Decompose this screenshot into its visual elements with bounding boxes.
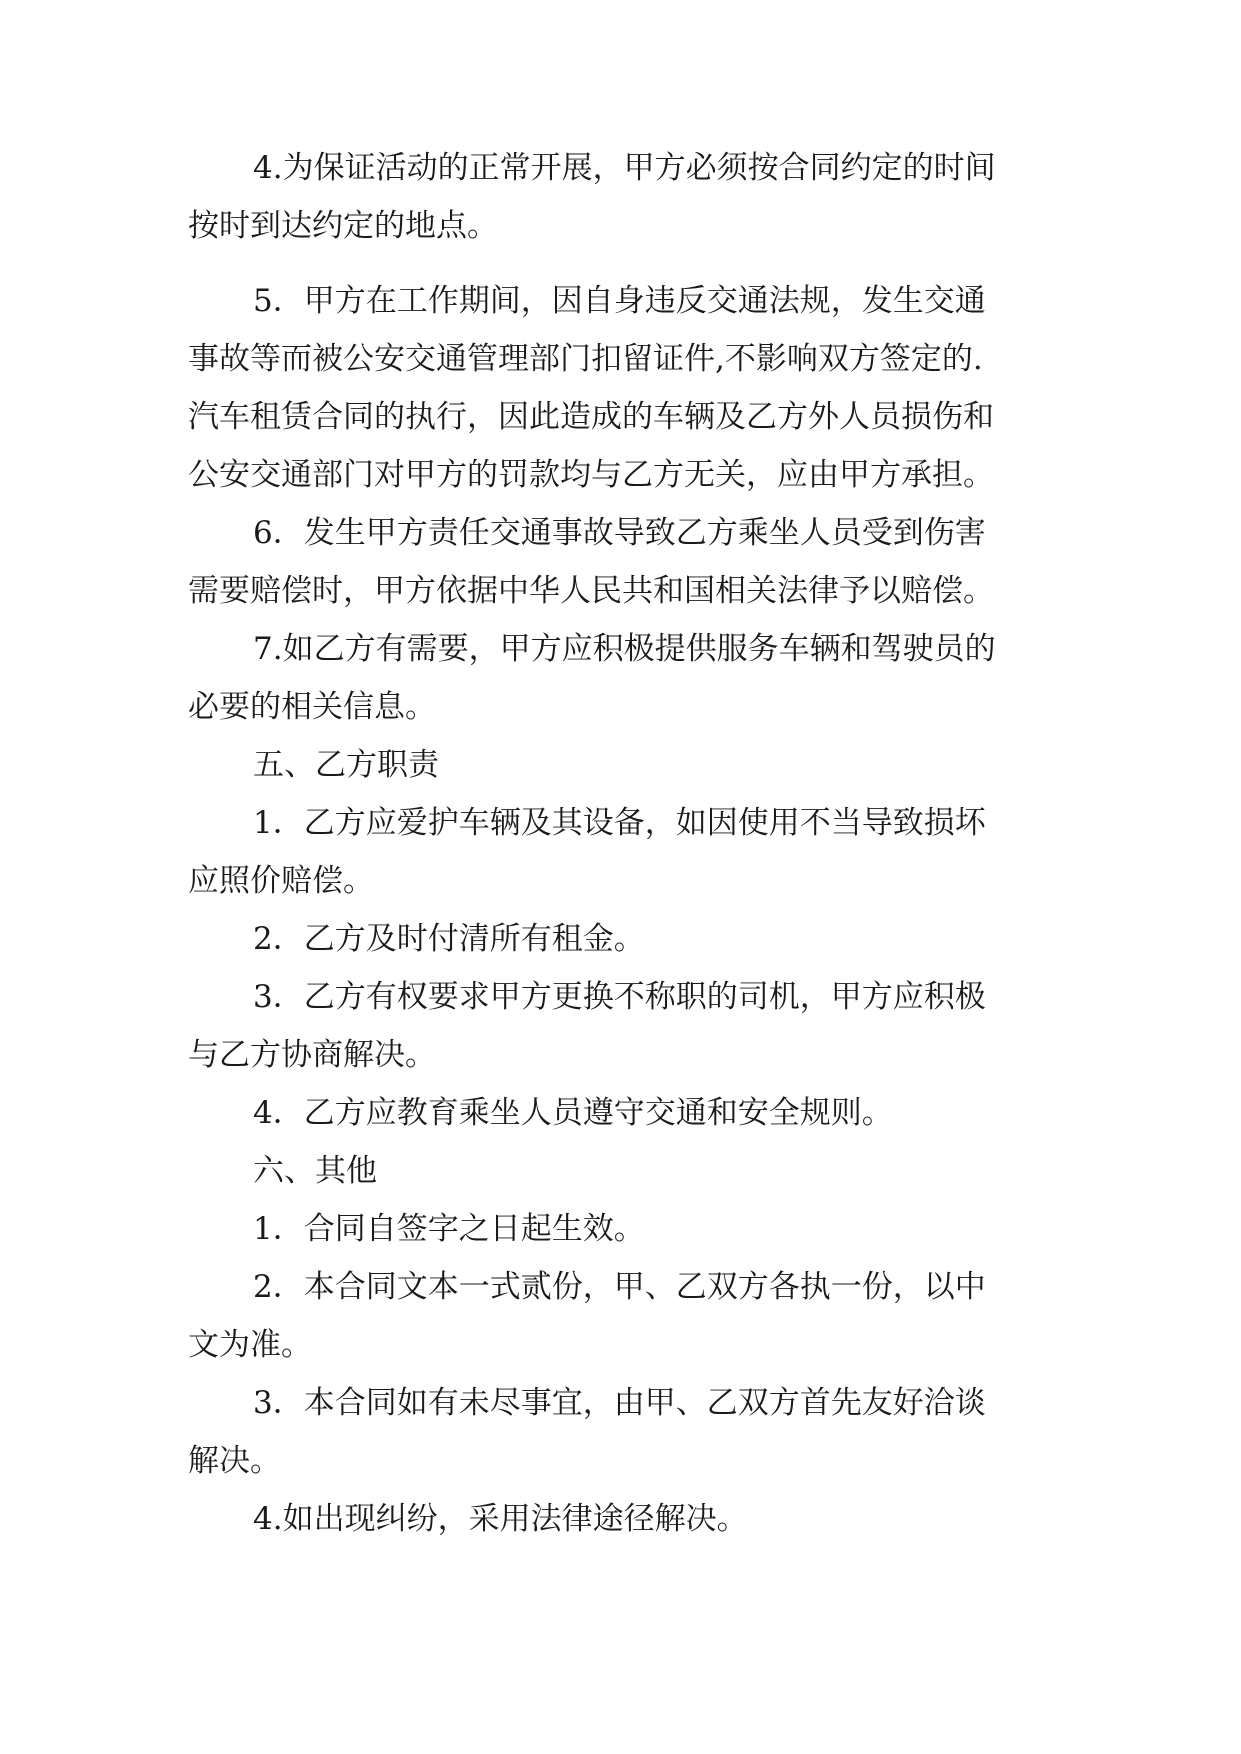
text-line: 4.如出现纠纷，采用法律途径解决。: [253, 1501, 748, 1537]
text-line: 7.如乙方有需要，甲方应积极提供服务车辆和驾驶员的: [253, 631, 996, 667]
text-line: 6．发生甲方责任交通事故导致乙方乘坐人员受到伤害: [253, 515, 986, 551]
section-heading: 五、乙方职责: [253, 747, 439, 783]
text-line: 必要的相关信息。: [188, 689, 436, 725]
text-line: 5．甲方在工作期间，因自身违反交通法规，发生交通: [253, 283, 986, 319]
text-line: 解决。: [188, 1443, 281, 1479]
text-line: 1．乙方应爱护车辆及其设备，如因使用不当导致损坏: [253, 805, 986, 841]
text-line: 汽车租赁合同的执行，因此造成的车辆及乙方外人员损伤和: [188, 399, 994, 435]
text-line: 2．乙方及时付清所有租金。: [253, 921, 645, 957]
text-line: 文为准。: [188, 1327, 312, 1363]
text-line: 按时到达约定的地点。: [188, 208, 498, 244]
section-heading: 六、其他: [253, 1153, 377, 1189]
text-line: 应照价赔偿。: [188, 863, 374, 899]
text-line: 与乙方协商解决。: [188, 1037, 436, 1073]
text-line: 3．乙方有权要求甲方更换不称职的司机，甲方应积极: [253, 979, 986, 1015]
text-line: 3．本合同如有未尽事宜，由甲、乙双方首先友好洽谈: [253, 1385, 986, 1421]
text-line: 4.为保证活动的正常开展，甲方必须按合同约定的时间: [253, 150, 996, 186]
text-line: 2．本合同文本一式贰份，甲、乙双方各执一份，以中: [253, 1269, 986, 1305]
text-line: 4．乙方应教育乘坐人员遵守交通和安全规则。: [253, 1095, 893, 1131]
text-line: 公安交通部门对甲方的罚款均与乙方无关，应由甲方承担。: [188, 457, 994, 493]
text-line: 事故等而被公安交通管理部门扣留证件,不影响双方签定的.: [188, 341, 983, 377]
text-line: 1．合同自签字之日起生效。: [253, 1211, 645, 1247]
text-line: 需要赔偿时，甲方依据中华人民共和国相关法律予以赔偿。: [188, 573, 994, 609]
